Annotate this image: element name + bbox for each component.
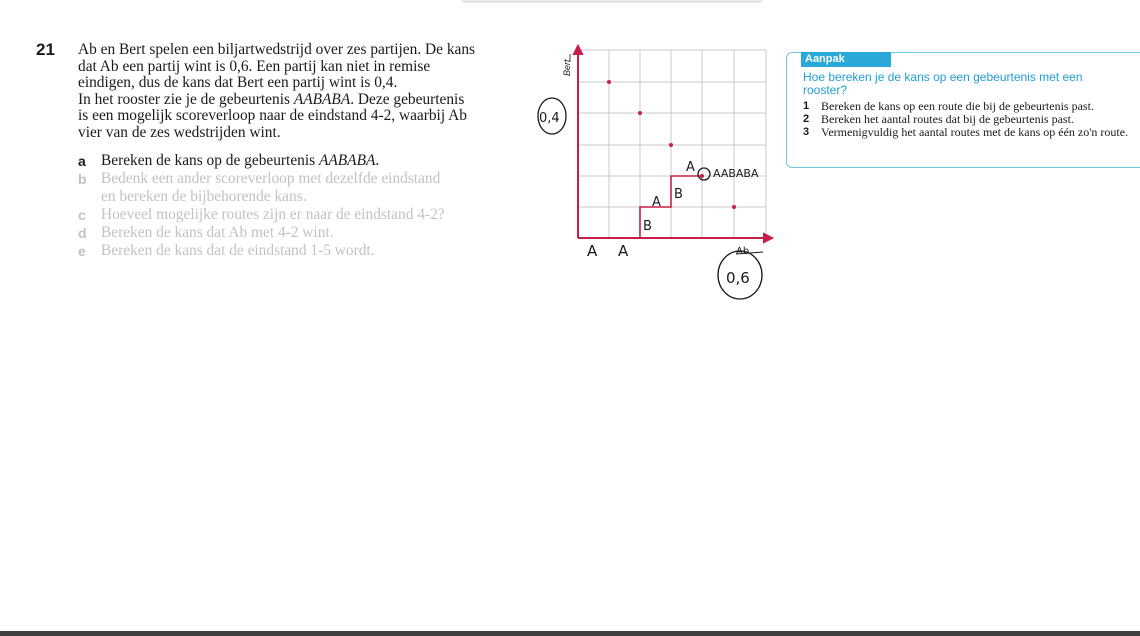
route-letter: A [652,195,661,210]
route-letter: A [587,242,598,260]
endpoint-dot [669,143,673,147]
route-letter: A [618,242,629,260]
bottom-bar [0,631,1140,636]
subquestion-letter: c [78,207,86,223]
subquestion-e [78,242,445,260]
aanpak-step-text: Bereken de kans op een route die bij de gebeurtenis past. [821,99,1094,113]
aanpak-step-text: Vermenigvuldig het aantal routes met de kans op één zo'n route. [821,125,1129,139]
intro-line: Ab en Bert spelen een biljartwedstrijd over zes partijen. De kans [78,41,476,58]
aanpak-step [803,126,1138,139]
circle-end-4-2 [698,168,710,180]
endpoint-dot [732,205,736,209]
subquestion-letter: e [78,243,86,259]
prob-bert-text: 0,4 [539,111,560,126]
y-axis-arrow [574,46,582,54]
axes [574,46,772,242]
subquestion-d [78,224,445,242]
handwritten-text [539,111,759,287]
subquestion-text: Bereken de kans dat de eindstand 1-5 wordt. [101,242,375,259]
subquestion-text: Hoeveel mogelijke routes zijn er naar de eindstand 4-2? [101,206,445,223]
aanpak-step-number: 3 [803,126,810,138]
subquestion-letter: a [78,153,86,169]
lattice-grid-figure [530,40,780,310]
route-letter: A [686,160,695,175]
aanpak-question: Hoe bereken je de kans op een gebeurtenis met een rooster? [803,70,1083,97]
intro-line: In het rooster zie je de gebeurtenis AABABA. Deze gebeurtenis [78,90,465,108]
y-axis-label: Bert [562,59,572,76]
endpoint-dot [607,80,611,84]
prob-ab-text: 0,6 [726,269,750,287]
subquestion-text-continuation: en bereken de bijbehorende kans. [101,188,307,205]
subquestion-letter: d [78,225,87,241]
subquestion-text: Bereken de kans op de gebeurtenis AABABA. [101,152,380,169]
question-number: 21 [36,40,55,59]
aanpak-box [786,52,1140,168]
endpoint-dot [638,111,642,115]
subquestion-text: Bedenk een ander scoreverloop met dezelfde eindstand [101,170,441,187]
lattice-grid-svg [530,40,780,310]
subquestion-list [78,152,445,260]
aanpak-step-number: 2 [803,113,810,125]
aanpak-step-number: 1 [803,100,810,112]
subquestion-a [78,152,445,170]
x-axis-label: Ab [736,246,750,257]
route-letter: B [674,187,683,202]
aanpak-step-text: Bereken het aantal routes dat bij de gebeurtenis past. [821,112,1074,126]
event-label: AABABA [713,167,759,180]
aanpak-steps [803,100,1138,139]
intro-line: dat Ab een partij wint is 0,6. Een partij kan niet in remise [78,57,431,75]
x-axis-arrow [764,234,772,242]
intro-line: vier van de zes wedstrijden wint. [78,123,281,141]
top-scroll-indicator [462,0,762,3]
endpoint-dot [700,174,704,178]
intro-line: eindigen, dus de kans dat Bert een partij wint is 0,4. [78,74,398,92]
subquestion-text: Bereken de kans dat Ab met 4-2 wint. [101,224,334,241]
subquestion-c [78,206,445,224]
subquestion-b [78,170,445,188]
subquestion-letter: b [78,171,87,187]
route-letter: B [643,219,652,234]
aanpak-title: Aanpak [801,52,891,67]
question-intro [78,42,518,142]
intro-line: is een mogelijk scoreverloop naar de eindstand 4-2, waarbij Ab [78,107,467,125]
